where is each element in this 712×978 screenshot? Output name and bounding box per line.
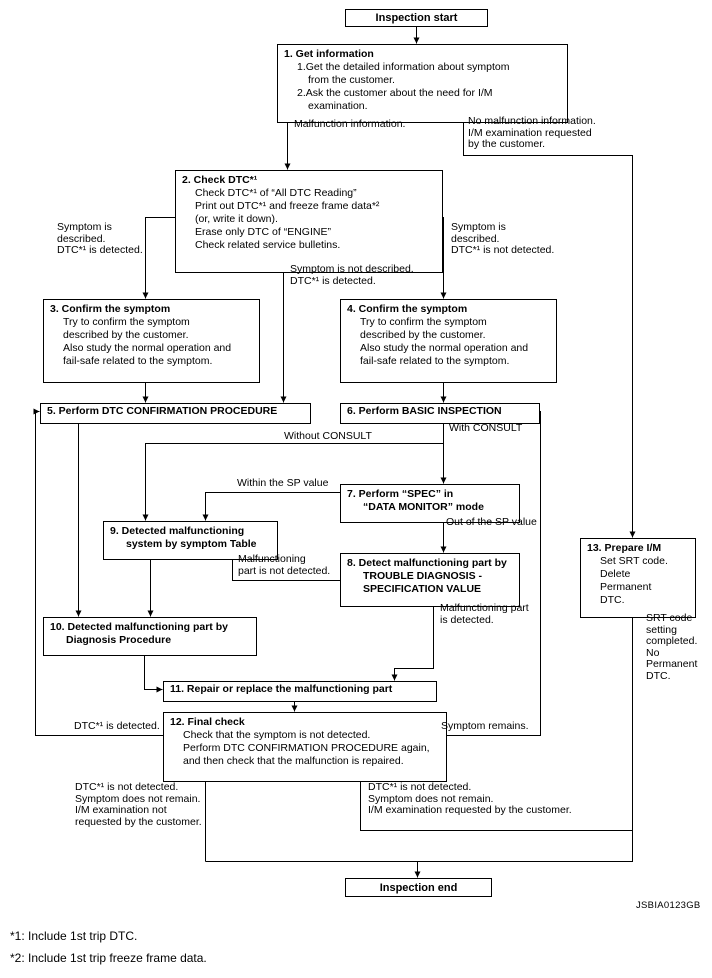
step-title: 9. Detected malfunctioning (110, 525, 245, 537)
step-line: described by the customer. (63, 329, 189, 341)
edge-label-symptom-described-dtc-detected (57, 222, 143, 257)
step-6-basic-inspection (340, 403, 540, 424)
step-line: Also study the normal operation and (360, 342, 529, 354)
connector-step8-to-step11 (395, 600, 434, 681)
step-11-repair-or-replace (163, 681, 437, 702)
edge-label-part-not-detected (238, 554, 330, 577)
edge-label-symptom-remains: Symptom remains. (441, 720, 529, 732)
step-line: Print out DTC*¹ and freeze frame data*² (195, 200, 380, 212)
step-line: 1.Get the detailed information about symptom (297, 61, 510, 73)
step-line: (or, write it down). (195, 213, 278, 225)
edge-label-line: completed. (646, 635, 698, 647)
step-line: Perform DTC CONFIRMATION PROCEDURE again, (183, 742, 430, 754)
edge-label-within-sp-value: Within the SP value (237, 477, 329, 489)
step-10-diagnosis-procedure (43, 617, 257, 656)
step-line: Set SRT code. (600, 555, 668, 567)
step-line: described by the customer. (360, 329, 486, 341)
step-13-prepare-im (580, 538, 696, 618)
edge-label-end-im-not-requested (75, 782, 202, 828)
terminal-inspection-end: Inspection end (345, 878, 492, 897)
edge-label-line: Symptom does not remain. (368, 792, 494, 805)
step-line: SPECIFICATION VALUE (363, 583, 482, 595)
edge-label-line: Permanent (646, 658, 698, 670)
edge-label-line: DTC. (646, 669, 671, 682)
step-title: 7. Perform “SPEC” in (347, 488, 454, 500)
edge-label-line: I/M examination not (75, 804, 167, 816)
edge-label-part-detected (440, 603, 529, 626)
step-line: Permanent (600, 581, 652, 593)
step-line: Check related service bulletins. (195, 239, 341, 251)
footnote-1: *1: Include 1st trip DTC. (10, 929, 138, 943)
step-line: Delete (600, 568, 631, 580)
step-title: 13. Prepare I/M (587, 542, 662, 554)
step-title: 11. Repair or replace the malfunctioning part (170, 683, 393, 695)
terminal-inspection-start: Inspection start (345, 9, 488, 27)
edge-label-line: described. (451, 232, 500, 245)
edge-label-line: DTC*¹ is detected. (290, 274, 376, 287)
edge-label-out-of-sp-value: Out of the SP value (446, 516, 537, 528)
edge-label-dtc-detected: DTC*¹ is detected. (74, 720, 160, 732)
edge-label-line: Symptom is not described. (290, 263, 414, 275)
edge-label-with-consult: With CONSULT (449, 422, 523, 434)
edge-label-without-consult: Without CONSULT (284, 430, 372, 442)
step-title: 3. Confirm the symptom (50, 303, 171, 315)
edge-label-malfunction-information: Malfunction information. (294, 118, 406, 130)
step-line: Also study the normal operation and (63, 342, 232, 354)
step-line: Check that the symptom is not detected. (183, 729, 371, 741)
step-2-check-dtc (175, 170, 443, 273)
step-title: 8. Detect malfunctioning part by (347, 557, 507, 569)
step-5-dtc-confirmation-procedure (40, 403, 311, 424)
step-line: fail-safe related to the symptom. (360, 355, 510, 367)
edge-label-line: Symptom does not remain. (75, 792, 201, 805)
step-line: system by symptom Table (126, 538, 257, 550)
step-8-trouble-diagnosis-specification-value (340, 553, 520, 607)
edge-label-symptom-described-dtc-not-detected (451, 222, 554, 257)
step-line: and then check that the malfunction is repaired. (183, 755, 404, 767)
edge-label-line: Malfunctioning part (440, 602, 529, 614)
step-title: 2. Check DTC*¹ (182, 174, 258, 186)
edge-label-line: DTC*¹ is not detected. (451, 244, 555, 256)
edge-label-line: No malfunction information. (468, 115, 596, 127)
step-line: Diagnosis Procedure (66, 634, 172, 646)
step-line: Check DTC*¹ of “All DTC Reading” (195, 187, 357, 199)
edge-label-line: is detected. (440, 613, 494, 626)
step-12-final-check (163, 712, 447, 782)
edge-label-line: DTC*¹ is not detected. (75, 781, 179, 793)
step-line: Erase only DTC of “ENGINE” (195, 226, 331, 238)
edge-label-line: Symptom is (57, 221, 112, 233)
step-line: TROUBLE DIAGNOSIS - (363, 570, 483, 582)
step-line: fail-safe related to the symptom. (63, 355, 213, 367)
edge-label-line: No (646, 646, 660, 659)
edge-label-line: Symptom is (451, 221, 506, 233)
edge-label-srt-code-setting-completed (646, 613, 697, 682)
edge-label-line: DTC*¹ is not detected. (368, 781, 472, 793)
edge-label-line: Malfunctioning (238, 553, 306, 565)
edge-label-symptom-not-described-dtc-detected (290, 264, 414, 287)
step-line: “DATA MONITOR” mode (363, 501, 484, 513)
step-1-get-information (277, 44, 568, 123)
step-line: Try to confirm the symptom (360, 316, 487, 328)
step-title: 1. Get information (284, 48, 374, 60)
edge-label-line: setting (646, 623, 677, 636)
edge-label-end-im-requested (368, 782, 572, 817)
edge-label-line: I/M examination requested by the customer. (368, 804, 572, 816)
edge-label-line: requested by the customer. (75, 815, 202, 828)
edge-label-line: part is not detected. (238, 564, 331, 577)
edge-label-line: DTC*¹ is detected. (57, 244, 143, 256)
edge-label-line: I/M examination requested (468, 126, 592, 139)
edge-label-line: described. (57, 232, 106, 245)
edge-label-no-malfunction-information (468, 116, 596, 151)
figure-code: JSBIA0123GB (636, 900, 701, 911)
edge-label-line: by the customer. (468, 138, 546, 150)
step-line: DTC. (600, 594, 625, 606)
connector-step2-to-step3 (146, 218, 176, 299)
edge-label-line: SRT code (646, 612, 693, 624)
step-title: 12. Final check (170, 716, 245, 728)
step-title: 5. Perform DTC CONFIRMATION PROCEDURE (47, 405, 278, 417)
step-line: from the customer. (308, 74, 395, 86)
connector-step7-to-step9-within-sp (206, 493, 341, 521)
step-title: 4. Confirm the symptom (347, 303, 468, 315)
step-line: 2.Ask the customer about the need for I/M (297, 87, 493, 99)
step-4-confirm-symptom (340, 299, 557, 383)
step-line: Try to confirm the symptom (63, 316, 190, 328)
step-3-confirm-symptom (43, 299, 260, 383)
footnote-2: *2: Include 1st trip freeze frame data. (10, 951, 207, 965)
step-title: 10. Detected malfunctioning part by (50, 621, 228, 633)
step-title: 6. Perform BASIC INSPECTION (347, 405, 502, 417)
step-line: examination. (308, 100, 368, 112)
